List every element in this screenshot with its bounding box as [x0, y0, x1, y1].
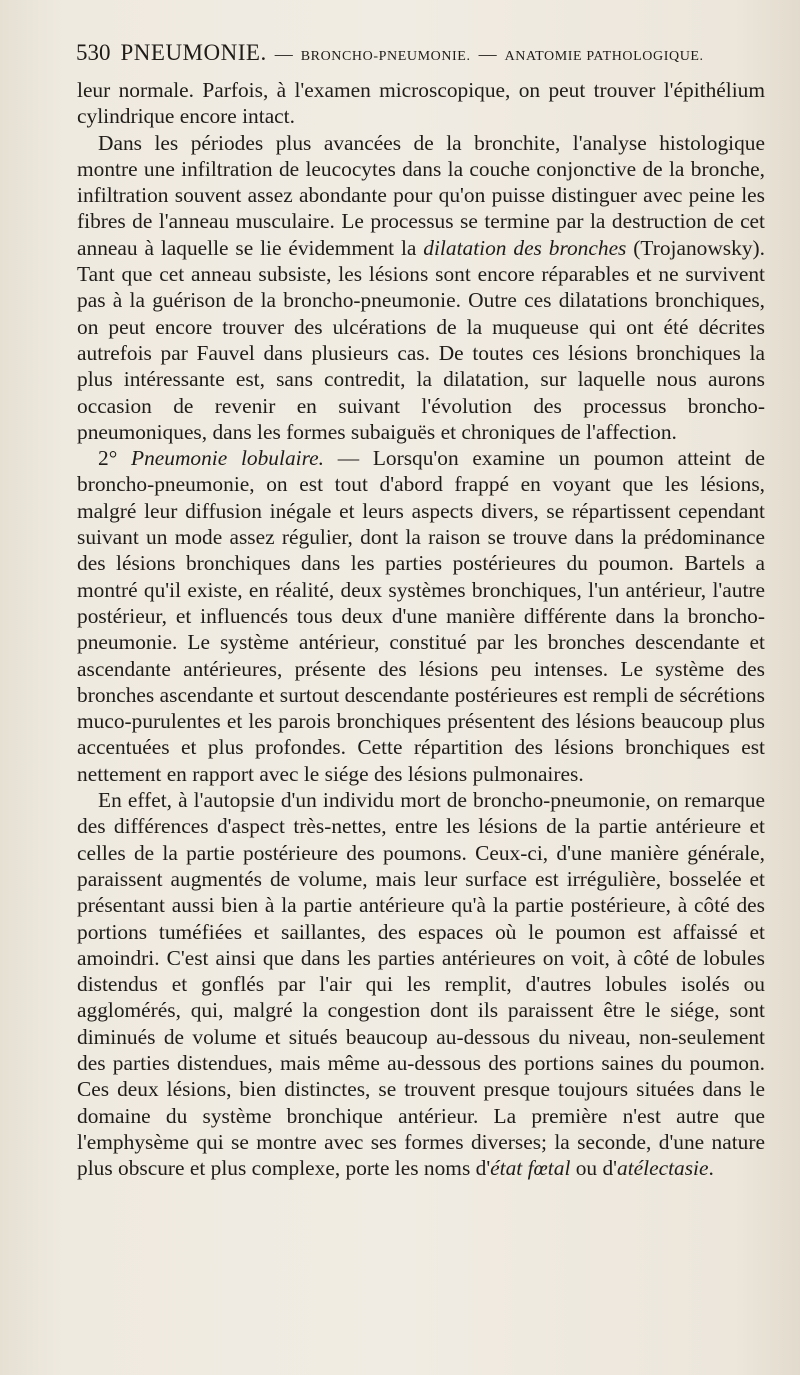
paragraph — [77, 130, 765, 446]
paragraph — [77, 787, 765, 1181]
emphasis-term: atélectasie — [617, 1156, 709, 1181]
header-separator: — — [274, 44, 293, 64]
paragraph-text: leur normale. Parfois, à l'examen microscopique, on peut trouver l'épithélium cylindrique encore intact. — [77, 78, 765, 129]
running-title: PNEUMONIE. — [120, 40, 267, 65]
paragraph-text: . — [708, 1156, 714, 1181]
running-header — [76, 40, 766, 66]
emphasis-term: état fœtal — [490, 1156, 571, 1181]
paragraph-text: (Trojanowsky). Tant que cet anneau subsiste, les lésions sont encore réparables et ne survivent pas à la guérison de la broncho-pneumonie. Outre ces dilatations bronchiques, on peut encore trouver des ulcérations de la muqueuse qui ont été décrites autrefois par Fauvel dans plusieurs cas. De toutes ces lésions bronchiques la plus intéressante est, sans contredit, la dilatation, sur laquelle nous aurons occasion de revenir en suivant l'évolution des processus broncho-pneumoniques, dans les formes subaiguës et chroniques de l'affection. — [77, 235, 765, 444]
page-number: 530 — [76, 40, 111, 65]
section-heading: Pneumonie lobulaire. — [131, 446, 324, 471]
section-number: 2° — [98, 446, 131, 471]
paragraph-text: Dans les périodes plus avancées de la bronchite, l'analyse histologique montre une infiltration de leucocytes dans la couche conjonctive de la bronche, infiltration souvent assez abondante pour qu'on puisse distinguer avec peine les fibres de l'anneau musculaire. Le processus se termine par la destruction de cet anneau à laquelle se lie évidemment la — [77, 130, 765, 260]
paragraph-text: En effet, à l'autopsie d'un individu mort de broncho-pneumonie, on remarque des différences d'aspect très-nettes, entre les lésions de la partie antérieure et celles de la partie postérieure des poumons. Ceux-ci, d'une manière générale, paraissent augmentés de volume, mais leur surface est irrégulière, bosselée et présentant aussi bien à la partie antérieure qu'à la partie postérieure, à côté des portions tuméfiées et saillantes, des espaces où le poumon est affaissé et amoindri. C'est ainsi que dans les parties antérieures on voit, à côté de lobules distendus et gonflés par l'air qui les remplit, d'autres lobules isolés ou agglomérés, qui, malgré la congestion dont ils paraissent être le siége, sont diminués de volume et situés beaucoup au-dessous du niveau, non-seulement des parties distendues, mais même au-dessous des portions saines du poumon. Ces deux lésions, bien distinctes, se trouvent presque toujours situées dans le domaine du système bronchique antérieur. La première n'est autre que l'emphysème qui se montre avec ses formes diverses; la seconde, d'une nature plus obscure et plus complexe, porte les noms d' — [77, 788, 765, 1181]
paragraph — [77, 77, 765, 130]
subsection-title: BRONCHO-PNEUMONIE. — [300, 49, 471, 64]
body-text — [77, 77, 765, 1181]
paragraph-text: ou d' — [570, 1156, 618, 1181]
chapter-title: ANATOMIE PATHOLOGIQUE. — [504, 49, 704, 64]
emphasis-term: dilatation des bronches — [423, 235, 627, 260]
paragraph — [77, 445, 765, 787]
paragraph-text: — Lorsqu'on examine un poumon atteint de broncho-pneumonie, on est tout d'abord frappé en voyant que les lésions, malgré leur diffusion inégale et leurs aspects divers, se répartissent cependant suivant un mode assez régulier, dont la raison se trouve dans la prédominance des lésions bronchiques dans les parties postérieures du poumon. Bartels a montré qu'il existe, en réalité, deux systèmes bronchiques, l'un antérieur, l'autre postérieur, et influencés tous deux d'une manière différente dans la broncho-pneumonie. Le système antérieur, constitué par les bronches descendante et ascendante antérieures, présente des lésions peu intenses. Le système des bronches ascendante et surtout descendante postérieures est rempli de sécrétions muco-purulentes et les parois bronchiques présentent des lésions beaucoup plus accentuées et plus profondes. Cette répartition des lésions bronchiques est nettement en rapport avec le siége des lésions pulmonaires. — [77, 446, 765, 786]
header-separator: — — [478, 44, 497, 64]
